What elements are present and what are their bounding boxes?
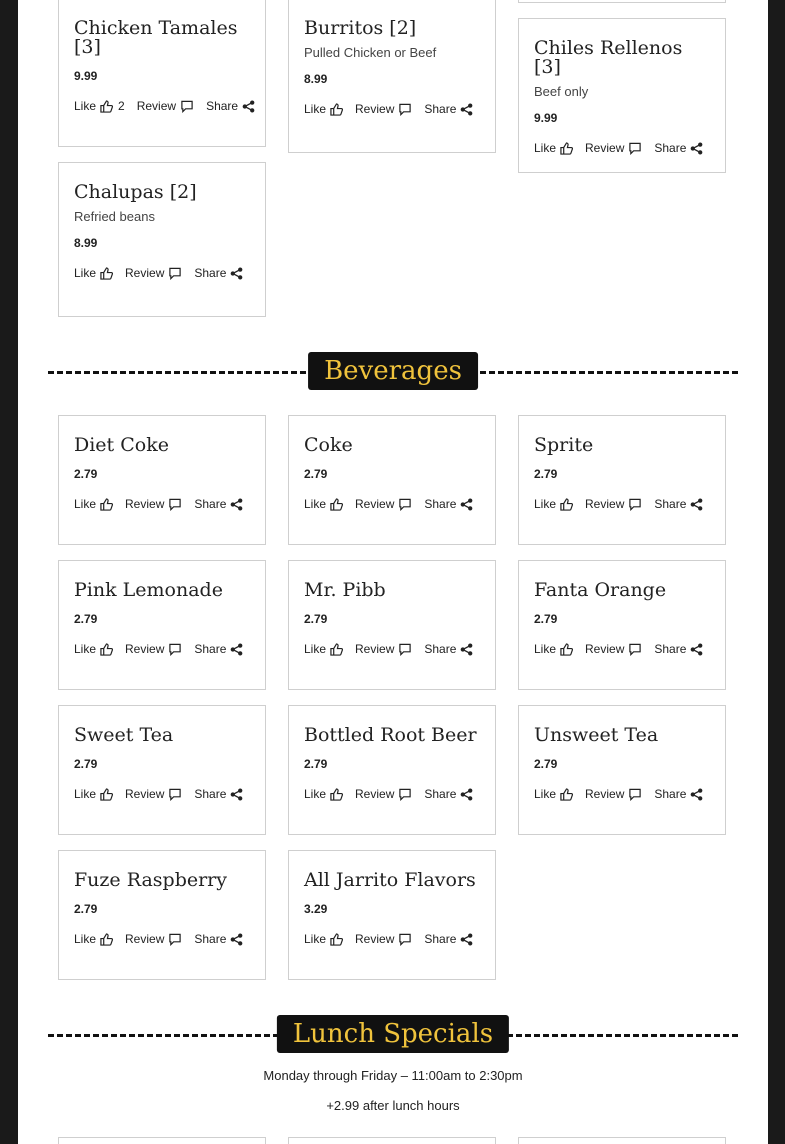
beverage-card (288, 415, 496, 545)
thumbs-up-icon (560, 142, 573, 155)
item-price: 2.79 (534, 757, 558, 771)
beverage-card (288, 705, 496, 835)
item-name: Burritos [2] (304, 17, 417, 39)
like-button[interactable]: Like (304, 101, 343, 117)
thumbs-up-icon (330, 103, 343, 116)
thumbs-up-icon (100, 498, 113, 511)
item-name: Sprite (534, 434, 594, 456)
share-icon (690, 788, 703, 801)
share-button[interactable]: Share (424, 101, 473, 117)
comment-icon (398, 103, 412, 116)
like-button[interactable]: Like (304, 641, 343, 657)
item-price: 2.79 (534, 612, 558, 626)
menu-item-card (58, 0, 266, 147)
comment-icon (628, 498, 642, 511)
item-name: Chiles Rellenos [3] (534, 37, 683, 78)
thumbs-up-icon (560, 788, 573, 801)
item-actions (74, 98, 250, 114)
share-button[interactable]: Share (654, 496, 703, 512)
thumbs-up-icon (330, 643, 343, 656)
item-price: 2.79 (74, 612, 98, 626)
comment-icon (398, 643, 412, 656)
comment-icon (180, 100, 194, 113)
item-actions (74, 641, 250, 657)
like-button[interactable]: Like (534, 786, 573, 802)
share-icon (460, 933, 473, 946)
like-button[interactable]: Like (304, 931, 343, 947)
section-header-beverages (48, 352, 738, 392)
menu-item-card (518, 0, 726, 3)
menu-item-card (58, 162, 266, 317)
comment-icon (398, 933, 412, 946)
beverage-card (288, 850, 496, 980)
like-button[interactable]: Like (74, 641, 113, 657)
like-button[interactable]: Like (534, 641, 573, 657)
beverage-card (58, 415, 266, 545)
item-price: 3.29 (304, 902, 328, 916)
share-icon (230, 498, 243, 511)
section-title: Lunch Specials (277, 1015, 509, 1053)
share-button[interactable]: Share (194, 496, 243, 512)
like-button[interactable]: Like (304, 786, 343, 802)
lunch-hours: Monday through Friday – 11:00am to 2:30pm (263, 1068, 523, 1083)
share-icon (690, 142, 703, 155)
share-button[interactable]: Share (206, 98, 255, 114)
comment-icon (398, 498, 412, 511)
item-price: 8.99 (74, 236, 98, 250)
item-name: Mr. Pibb (304, 579, 386, 601)
thumbs-up-icon (100, 267, 113, 280)
beverage-card (518, 705, 726, 835)
like-button[interactable]: Like (534, 140, 573, 156)
review-button[interactable]: Review (355, 786, 412, 802)
item-price: 2.79 (304, 467, 328, 481)
item-actions (304, 101, 480, 117)
share-button[interactable]: Share (654, 786, 703, 802)
item-name: Chalupas [2] (74, 181, 197, 203)
item-price: 2.79 (304, 612, 328, 626)
share-icon (230, 788, 243, 801)
comment-icon (168, 267, 182, 280)
section-title: Beverages (308, 352, 478, 390)
beverage-card (518, 560, 726, 690)
lunch-surcharge: +2.99 after lunch hours (326, 1098, 460, 1113)
review-button[interactable]: Review (125, 265, 182, 281)
share-button[interactable]: Share (424, 931, 473, 947)
comment-icon (168, 643, 182, 656)
item-actions (304, 931, 480, 947)
thumbs-up-icon (330, 498, 343, 511)
item-price: 8.99 (304, 72, 328, 86)
review-button[interactable]: Review (125, 496, 182, 512)
review-button[interactable]: Review (585, 496, 642, 512)
item-name: Fanta Orange (534, 579, 667, 601)
share-icon (690, 498, 703, 511)
item-name: Diet Coke (74, 434, 169, 456)
review-button[interactable]: Review (125, 641, 182, 657)
thumbs-up-icon (100, 100, 113, 113)
item-description: Pulled Chicken or Beef (304, 45, 437, 60)
item-actions (74, 786, 250, 802)
share-button[interactable]: Share (194, 265, 243, 281)
share-button[interactable]: Share (194, 641, 243, 657)
item-actions (74, 931, 250, 947)
like-button[interactable]: Like 2 (74, 99, 125, 113)
menu-page (18, 0, 768, 1144)
review-button[interactable]: Review (585, 140, 642, 156)
like-button[interactable]: Like (74, 496, 113, 512)
menu-item-card (288, 1137, 496, 1144)
like-button[interactable]: Like (74, 931, 113, 947)
share-button[interactable]: Share (424, 496, 473, 512)
comment-icon (398, 788, 412, 801)
share-icon (460, 498, 473, 511)
thumbs-up-icon (560, 498, 573, 511)
item-name: Pink Lemonade (74, 579, 223, 601)
comment-icon (168, 933, 182, 946)
share-icon (690, 643, 703, 656)
thumbs-up-icon (100, 788, 113, 801)
beverage-card (288, 560, 496, 690)
item-name: Coke (304, 434, 353, 456)
menu-item-card (288, 0, 496, 153)
item-actions (534, 641, 710, 657)
item-actions (74, 496, 250, 512)
like-button[interactable]: Like (74, 786, 113, 802)
share-button[interactable]: Share (424, 786, 473, 802)
item-actions (304, 786, 480, 802)
comment-icon (628, 142, 642, 155)
item-actions (304, 496, 480, 512)
item-name: Unsweet Tea (534, 724, 659, 746)
share-button[interactable]: Share (654, 140, 703, 156)
menu-item-card (518, 18, 726, 173)
section-header-lunch-specials (48, 1015, 738, 1055)
item-price: 9.99 (534, 111, 558, 125)
thumbs-up-icon (330, 933, 343, 946)
item-price: 2.79 (74, 757, 98, 771)
item-actions (304, 641, 480, 657)
beverage-card (58, 705, 266, 835)
review-button[interactable]: Review (355, 101, 412, 117)
item-price: 2.79 (304, 757, 328, 771)
review-button[interactable]: Review (355, 641, 412, 657)
share-button[interactable]: Share (194, 786, 243, 802)
share-icon (460, 788, 473, 801)
item-actions (534, 140, 710, 156)
review-button[interactable]: Review (137, 98, 194, 114)
item-price: 2.79 (534, 467, 558, 481)
comment-icon (628, 643, 642, 656)
item-name: Sweet Tea (74, 724, 174, 746)
item-actions (534, 496, 710, 512)
thumbs-up-icon (100, 643, 113, 656)
share-button[interactable]: Share (654, 641, 703, 657)
like-button[interactable]: Like (74, 265, 113, 281)
comment-icon (168, 498, 182, 511)
share-icon (230, 267, 243, 280)
item-actions (74, 265, 250, 281)
menu-item-card (518, 1137, 726, 1144)
like-button[interactable]: Like (534, 496, 573, 512)
like-count: 2 (118, 99, 125, 113)
comment-icon (168, 788, 182, 801)
review-button[interactable]: Review (585, 786, 642, 802)
beverage-card (58, 560, 266, 690)
thumbs-up-icon (100, 933, 113, 946)
item-description: Refried beans (74, 209, 155, 224)
item-price: 2.79 (74, 467, 98, 481)
item-name: Fuze Raspberry (74, 869, 228, 891)
item-name: Bottled Root Beer (304, 724, 477, 746)
item-actions (534, 786, 710, 802)
item-description: Beef only (534, 84, 589, 99)
share-icon (230, 933, 243, 946)
menu-item-card (58, 1137, 266, 1144)
share-button[interactable]: Share (424, 641, 473, 657)
review-button[interactable]: Review (125, 786, 182, 802)
review-button[interactable]: Review (125, 931, 182, 947)
share-icon (242, 100, 255, 113)
comment-icon (628, 788, 642, 801)
share-icon (230, 643, 243, 656)
item-name: All Jarrito Flavors (304, 869, 476, 891)
review-button[interactable]: Review (355, 496, 412, 512)
like-button[interactable]: Like (304, 496, 343, 512)
beverage-card (518, 415, 726, 545)
review-button[interactable]: Review (355, 931, 412, 947)
share-icon (460, 643, 473, 656)
item-name: Chicken Tamales [3] (74, 17, 238, 58)
item-price: 2.79 (74, 902, 98, 916)
thumbs-up-icon (330, 788, 343, 801)
share-icon (460, 103, 473, 116)
beverage-card (58, 850, 266, 980)
review-button[interactable]: Review (585, 641, 642, 657)
item-price: 9.99 (74, 69, 98, 83)
thumbs-up-icon (560, 643, 573, 656)
share-button[interactable]: Share (194, 931, 243, 947)
